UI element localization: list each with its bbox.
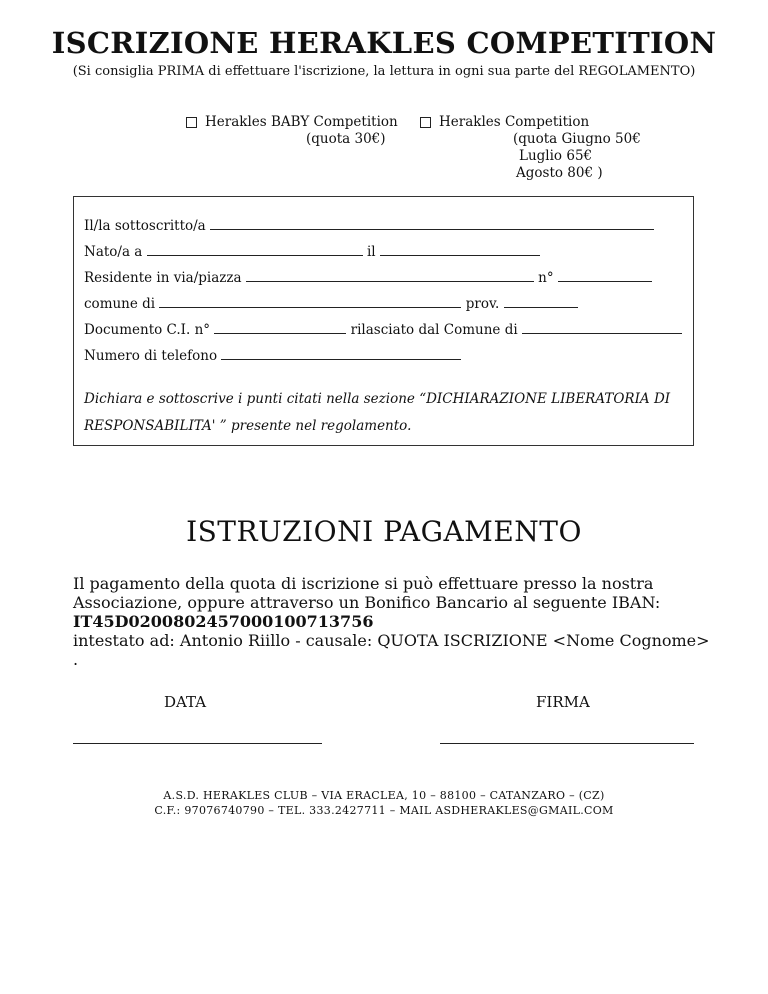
registration-form xyxy=(73,196,694,446)
undersigned-field[interactable] xyxy=(210,217,654,230)
phone-field[interactable] xyxy=(221,347,461,360)
option-competition-label: Herakles Competition xyxy=(439,114,590,130)
resident-number-field[interactable] xyxy=(558,269,652,282)
issued-label: rilasciato dal Comune di xyxy=(350,322,518,338)
declaration-text: Dichiara e sottoscrive i punti citati nella sezione “DICHIARAZIONE LIBERATORIA DI RESPONSABILITA' ” presente nel regolamento. xyxy=(84,391,671,434)
row-phone xyxy=(84,347,461,364)
option-baby[interactable] xyxy=(186,113,398,131)
province-field[interactable] xyxy=(504,295,578,308)
payment-instructions xyxy=(73,574,713,669)
document-label: Documento C.I. n° xyxy=(84,322,211,338)
payment-line-2: Associazione, oppure attraverso un Bonifico Bancario al seguente IBAN: xyxy=(73,593,661,612)
option-competition-price-august: Agosto 80€ ) xyxy=(516,165,603,181)
signature-field[interactable] xyxy=(440,742,694,744)
iban-code: IT45D0200802457000100713756 xyxy=(73,612,374,631)
checkbox-baby-icon[interactable] xyxy=(186,117,197,128)
born-label: Nato/a a xyxy=(84,244,143,260)
footer-contacts: C.F.: 97076740790 – TEL. 333.2427711 – MAIL ASDHERAKLES@GMAIL.COM xyxy=(154,804,614,817)
resident-label: Residente in via/piazza xyxy=(84,270,242,286)
town-field[interactable] xyxy=(159,295,461,308)
row-document xyxy=(84,321,682,338)
document-number-field[interactable] xyxy=(214,321,346,334)
issued-town-field[interactable] xyxy=(522,321,682,334)
page-subtitle: (Si consiglia PRIMA di effettuare l'iscrizione, la lettura in ogni sua parte del REGOLAMENTO) xyxy=(72,64,696,79)
payment-line-1: Il pagamento della quota di iscrizione si può effettuare presso la nostra xyxy=(73,574,654,593)
date-field[interactable] xyxy=(73,742,322,744)
born-on-label: il xyxy=(366,244,376,260)
checkbox-competition-icon[interactable] xyxy=(420,117,431,128)
row-town xyxy=(84,295,578,312)
town-label: comune di xyxy=(84,296,156,312)
option-competition[interactable] xyxy=(420,113,589,131)
number-label: n° xyxy=(538,270,554,286)
born-date-field[interactable] xyxy=(380,243,540,256)
footer-address: A.S.D. HERAKLES CLUB – VIA ERACLEA, 10 – 88100 – CATANZARO – (CZ) xyxy=(163,789,605,802)
row-undersigned xyxy=(84,217,654,234)
payment-title: ISTRUZIONI PAGAMENTO xyxy=(186,515,582,548)
signature-label: FIRMA xyxy=(536,693,590,711)
born-place-field[interactable] xyxy=(147,243,363,256)
option-competition-price-july: Luglio 65€ xyxy=(519,148,593,164)
phone-label: Numero di telefono xyxy=(84,348,218,364)
payment-line-4: intestato ad: Antonio Riillo - causale: QUOTA ISCRIZIONE <Nome Cognome> . xyxy=(73,631,710,669)
option-baby-label: Herakles BABY Competition xyxy=(205,114,398,130)
page-title: ISCRIZIONE HERAKLES COMPETITION xyxy=(51,26,717,60)
row-resident xyxy=(84,269,652,286)
province-label: prov. xyxy=(465,296,500,312)
undersigned-label: Il/la sottoscritto/a xyxy=(84,218,206,234)
date-label: DATA xyxy=(164,693,207,711)
option-competition-price-june: (quota Giugno 50€ xyxy=(513,131,641,147)
resident-address-field[interactable] xyxy=(246,269,534,282)
row-born xyxy=(84,243,540,260)
option-baby-price: (quota 30€) xyxy=(306,131,386,147)
